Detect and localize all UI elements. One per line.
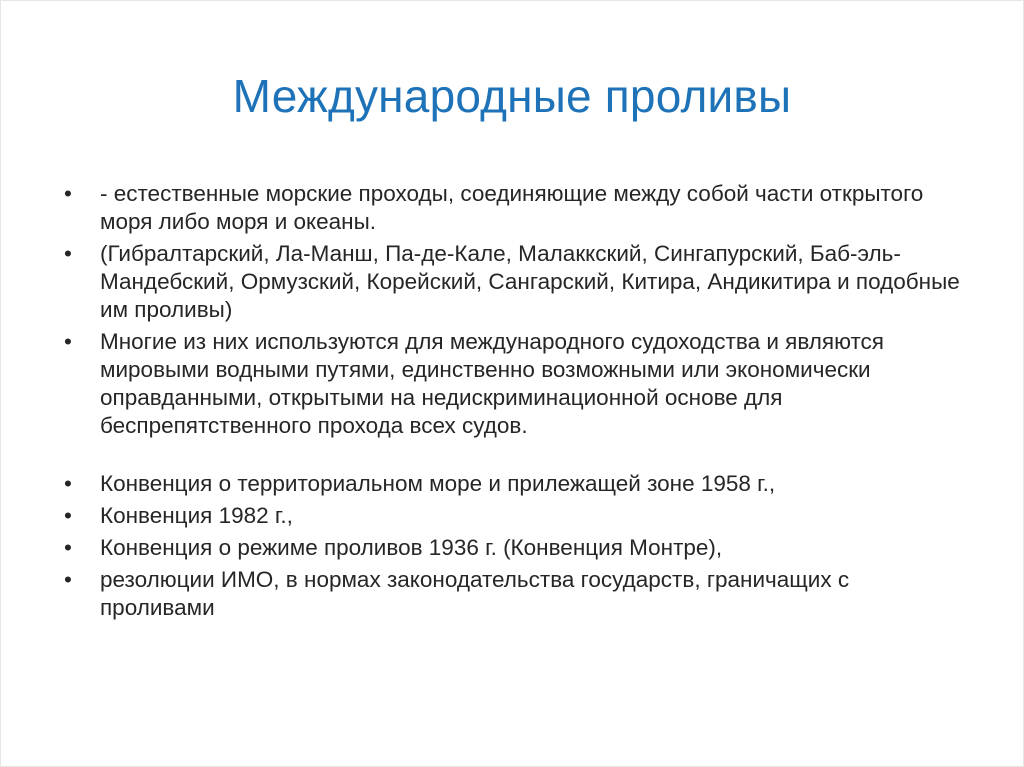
list-item [64,502,964,530]
list-item-text: Многие из них используются для международного судоходства и являются мировыми водными путями, единственно возможными или экономически оправданными, открытыми на недискриминационной основе для беспрепятственного прохода всех судов. [100,329,884,438]
list-item [64,328,964,440]
bullet-list [64,180,964,622]
list-item-text: Конвенция 1982 г., [100,503,293,528]
list-item-text: - естественные морские проходы, соединяющие между собой части открытого моря либо моря и океаны. [100,181,924,234]
list-item [64,566,964,622]
list-item-text: Конвенция о режиме проливов 1936 г. (Конвенция Монтре), [100,535,723,560]
list-item [64,180,964,236]
list-item-text: (Гибралтарский, Ла-Манш, Па-де-Кале, Малаккский, Сингапурский, Баб-эль-Мандебский, Ормузский, Корейский, Сангарский, Китира, Андикитира и подобные им проливы) [100,241,960,322]
slide-content [64,180,964,626]
bullet-icon: • [64,471,72,496]
list-item [64,534,964,562]
list-item-text: резолюции ИМО, в нормах законодательства государств, граничащих с проливами [100,567,850,620]
slide-title: Международные проливы [232,70,792,122]
bullet-icon: • [64,241,72,266]
list-item-text: Конвенция о территориальном море и прилежащей зоне 1958 г., [100,471,776,496]
bullet-icon: • [64,567,72,592]
bullet-icon: • [64,181,72,206]
bullet-icon: • [64,535,72,560]
bullet-icon: • [64,329,72,354]
list-item [64,470,964,498]
bullet-icon: • [64,503,72,528]
list-item [64,240,964,324]
